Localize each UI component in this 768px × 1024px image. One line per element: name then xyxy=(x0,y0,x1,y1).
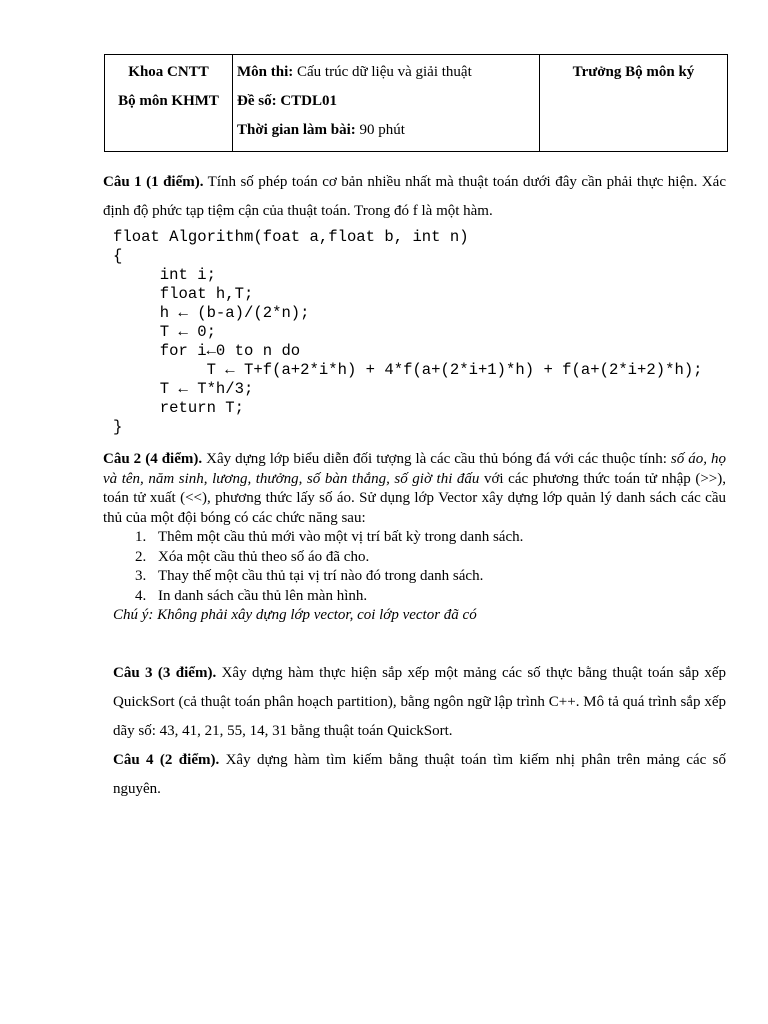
code-line: int i; xyxy=(113,266,216,284)
question-4-label: Câu 4 (2 điểm). xyxy=(113,752,220,768)
faculty-name: Khoa CNTT xyxy=(128,64,209,80)
question-4 xyxy=(113,746,726,804)
question-2-paragraph xyxy=(103,450,726,528)
questions-3-4 xyxy=(113,659,726,804)
question-1 xyxy=(103,168,726,226)
signature-label: Trưởng Bộ môn ký xyxy=(572,64,695,80)
list-item-text: In danh sách cầu thủ lên màn hình. xyxy=(158,587,368,604)
subject-label: Môn thi: xyxy=(237,64,294,80)
question-4-text: Xây dựng hàm tìm kiếm bằng thuật toán tìm kiếm nhị phân trên mảng các số nguyên. xyxy=(113,752,726,797)
list-item-number: 3. xyxy=(135,568,147,584)
code-line: return T; xyxy=(113,399,245,417)
list-item xyxy=(103,567,726,587)
question-3-label: Câu 3 (3 điểm). xyxy=(113,665,217,681)
list-item-text: Thay thế một cầu thủ tại vị trí nào đó trong danh sách. xyxy=(158,568,484,584)
code-line: T ← 0; xyxy=(113,323,216,341)
code-line: float Algorithm(foat a,float b, int n) xyxy=(113,228,469,246)
question-2-label: Câu 2 (4 điểm). xyxy=(103,451,203,467)
code-line: { xyxy=(113,247,123,265)
exam-code: Đề số: CTDL01 xyxy=(237,93,337,109)
code-line: for i←0 to n do xyxy=(113,342,301,360)
department-name: Bộ môn KHMT xyxy=(118,93,219,109)
question-1-text: Tính số phép toán cơ bản nhiều nhất mà thuật toán dưới đây cần phải thực hiện. Xác định độ phức tạp tiệm cận của thuật toán. Trong đó f là một hàm. xyxy=(103,174,726,219)
duration-value: 90 phút xyxy=(355,122,405,138)
list-item xyxy=(103,548,726,568)
list-item-number: 2. xyxy=(135,548,147,565)
exam-header-table xyxy=(104,54,728,152)
question-3-text: Xây dựng hàm thực hiện sắp xếp một mảng các số thực bằng thuật toán sắp xếp QuickSort (cả thuật toán phân hoạch partition), bằng ngôn ngữ lập trình C++. Mô tả quá trình sắp xếp dãy số: 43, 41, 21, 55, 14, 31 bằng thuật toán QuickSort. xyxy=(113,665,726,739)
list-item-number: 1. xyxy=(135,529,147,545)
duration-line xyxy=(237,116,535,145)
question-2-note: Chú ý: Không phải xây dựng lớp vector, coi lớp vector đã có xyxy=(113,607,477,623)
code-line: T ← T+f(a+2*i*h) + 4*f(a+(2*i+1)*h) + f(a+(2*i+2)*h); xyxy=(113,361,703,379)
list-item xyxy=(103,528,726,548)
code-line: h ← (b-a)/(2*n); xyxy=(113,304,310,322)
feature-list xyxy=(103,528,726,606)
algorithm-code xyxy=(113,228,703,437)
list-item-text: Thêm một cầu thủ mới vào một vị trí bất kỳ trong danh sách. xyxy=(158,529,524,545)
code-line: T ← T*h/3; xyxy=(113,380,254,398)
duration-label: Thời gian làm bài: xyxy=(237,122,356,138)
list-item-text: Xóa một cầu thủ theo số áo đã cho. xyxy=(158,548,370,565)
question-2 xyxy=(103,450,726,626)
code-line: } xyxy=(113,418,123,436)
faculty-cell xyxy=(105,55,233,152)
list-item xyxy=(103,587,726,607)
list-item-number: 4. xyxy=(135,587,147,604)
subject-value: Cấu trúc dữ liệu và giải thuật xyxy=(293,64,472,80)
subject-line xyxy=(237,58,535,87)
question-3 xyxy=(113,659,726,746)
signature-cell xyxy=(540,55,728,152)
question-1-label: Câu 1 (1 điểm). xyxy=(103,174,204,190)
question-2-intro: Xây dựng lớp biểu diễn đối tượng là các cầu thủ bóng đá với các thuộc tính: xyxy=(202,451,671,467)
question-2-rest: với các phương thức toán tử nhập (>>), toán tử xuất (<<), phương thức lấy số áo. Sử dụng lớp Vector xây dựng lớp quản lý danh sách các cầu thủ của một đội bóng có các chức năng sau: xyxy=(103,470,726,526)
code-line: float h,T; xyxy=(113,285,254,303)
question-2-attributes: số áo, họ và tên, năm sinh, lương, thưởng, số bàn thắng, số giờ thi đấu xyxy=(103,451,726,487)
exam-info-cell xyxy=(233,55,540,152)
